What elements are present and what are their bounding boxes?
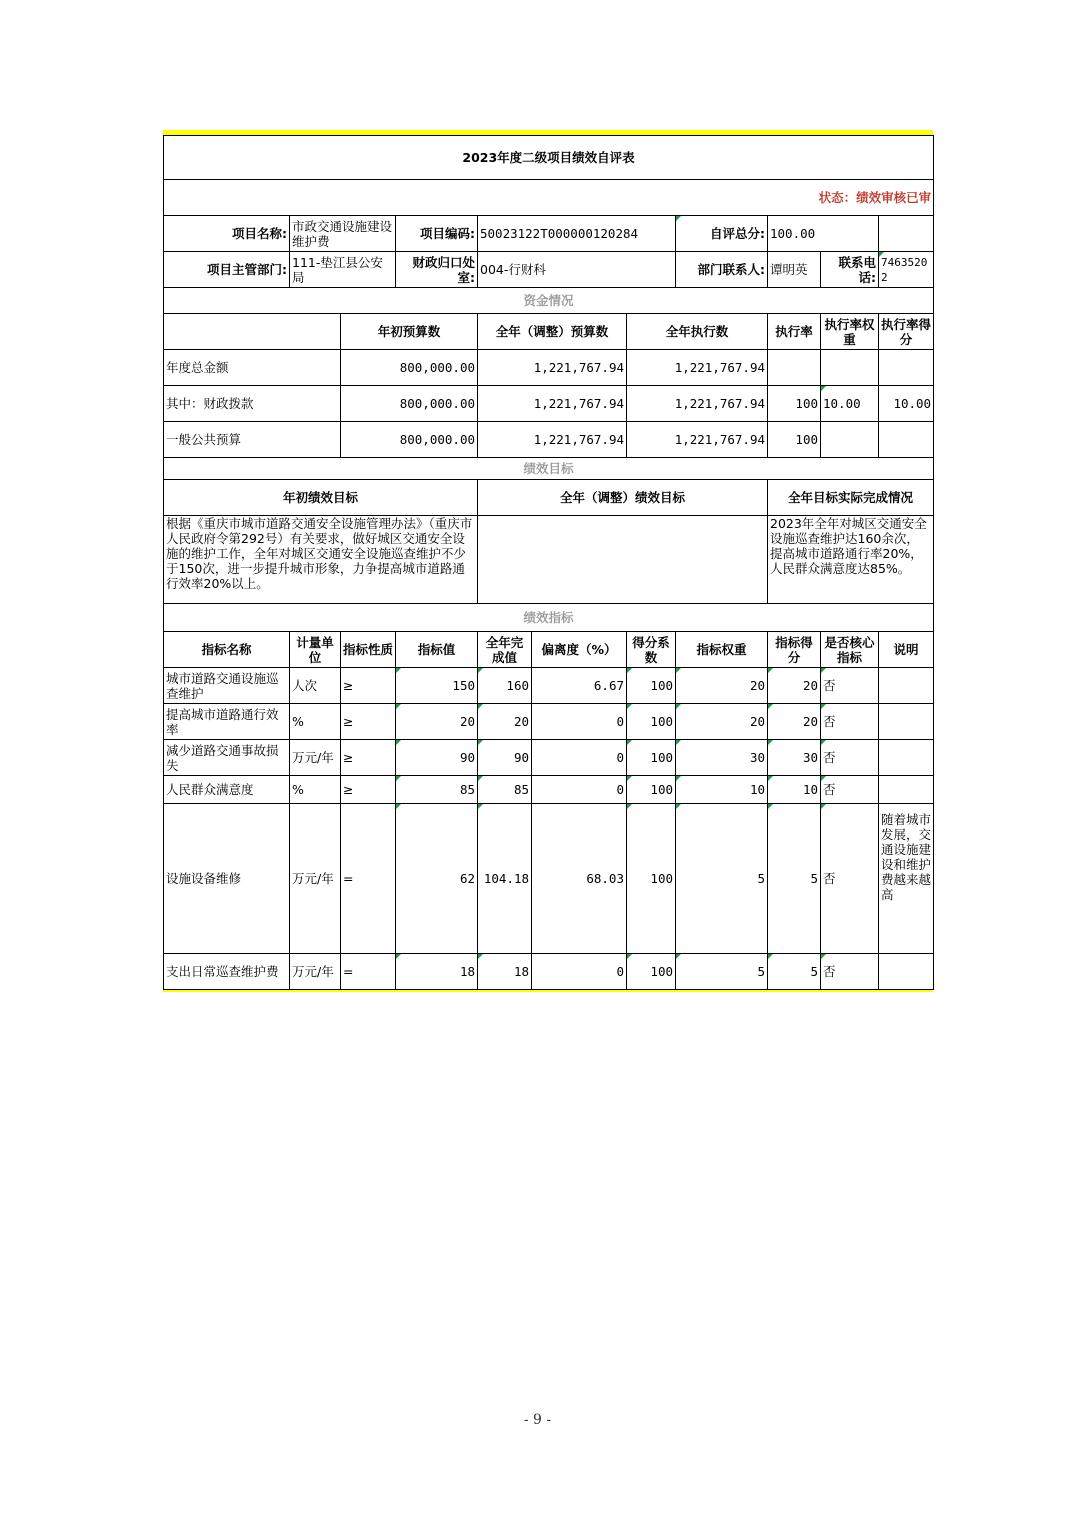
funds-weight [821,422,879,458]
project-code-label: 项目编码: [396,216,478,252]
funds-header-initial: 年初预算数 [341,314,478,350]
ind-deviation: 0 [532,740,627,776]
ind-header-deviation: 偏离度（%） [532,632,627,668]
funds-executed: 1,221,767.94 [627,386,768,422]
ind-score: 5 [768,804,821,954]
ind-name: 减少道路交通事故损失 [164,740,290,776]
ind-core: 否 [821,776,879,804]
ind-unit: % [290,776,341,804]
funds-row [164,350,934,386]
ind-score: 30 [768,740,821,776]
ind-core: 否 [821,704,879,740]
project-name-value: 市政交通设施建设维护费 [290,216,396,252]
ind-deviation: 0 [532,704,627,740]
ind-done: 18 [478,954,532,990]
finance-value: 004-行财科 [478,252,676,288]
funds-score [879,422,934,458]
funds-header-weight: 执行率权重 [821,314,879,350]
evaluation-table [163,135,934,990]
ind-header-note: 说明 [879,632,934,668]
project-code-value: 50023122T000000120284 [478,216,676,252]
table-row [164,954,934,990]
ind-header-weight: 指标权重 [676,632,768,668]
phone-label: 联系电话: [821,252,879,288]
funds-score [879,350,934,386]
goals-initial-text: 根据《重庆市城市道路交通安全设施管理办法》（重庆市人民政府令第292号）有关要求，做好城区交通安全设施的维护工作，全年对城区交通安全设施巡查维护不少于150次，进一步提升城市形象，力争提高城市道路通行效率20%以上。 [164,516,478,604]
ind-core: 否 [821,740,879,776]
funds-header-blank [164,314,341,350]
ind-name: 城市道路交通设施巡查维护 [164,668,290,704]
ind-done: 90 [478,740,532,776]
ind-name: 人民群众满意度 [164,776,290,804]
bottom-yellow-line [163,990,933,992]
funds-adjusted: 1,221,767.94 [478,386,627,422]
ind-note [879,704,934,740]
ind-target: 20 [396,704,478,740]
ind-header-done: 全年完成值 [478,632,532,668]
ind-header-score: 指标得分 [768,632,821,668]
ind-nature: ≥ [341,704,396,740]
goals-section-header: 绩效目标 [164,458,934,480]
ind-done: 85 [478,776,532,804]
goals-header-adjusted: 全年（调整）绩效目标 [478,480,768,516]
funds-adjusted: 1,221,767.94 [478,350,627,386]
ind-weight: 5 [676,804,768,954]
ind-core: 否 [821,668,879,704]
ind-header-unit: 计量单位 [290,632,341,668]
dept-value: 111-垫江县公安局 [290,252,396,288]
ind-unit: % [290,704,341,740]
funds-adjusted: 1,221,767.94 [478,422,627,458]
ind-header-nature: 指标性质 [341,632,396,668]
ind-weight: 30 [676,740,768,776]
ind-deviation: 6.67 [532,668,627,704]
funds-rate [768,350,821,386]
funds-score: 10.00 [879,386,934,422]
funds-executed: 1,221,767.94 [627,422,768,458]
funds-header-executed: 全年执行数 [627,314,768,350]
ind-header-name: 指标名称 [164,632,290,668]
ind-weight: 10 [676,776,768,804]
ind-score: 20 [768,704,821,740]
funds-header-score: 执行率得分 [879,314,934,350]
ind-nature: ≥ [341,740,396,776]
goals-header-actual: 全年目标实际完成情况 [768,480,934,516]
ind-name: 支出日常巡查维护费 [164,954,290,990]
goals-adjusted-text [478,516,768,604]
ind-weight: 20 [676,704,768,740]
ind-header-coef: 得分系数 [627,632,676,668]
table-row [164,668,934,704]
self-score-value: 100.00 [768,216,879,252]
funds-row [164,386,934,422]
project-name-label: 项目名称: [164,216,290,252]
funds-weight [821,350,879,386]
funds-initial: 800,000.00 [341,350,478,386]
ind-target: 85 [396,776,478,804]
funds-initial: 800,000.00 [341,422,478,458]
ind-note [879,776,934,804]
ind-done: 20 [478,704,532,740]
ind-header-core: 是否核心指标 [821,632,879,668]
funds-weight: 10.00 [821,386,879,422]
funds-header-adjusted: 全年（调整）预算数 [478,314,627,350]
goals-header-initial: 年初绩效目标 [164,480,478,516]
goals-actual-text: 2023年全年对城区交通安全设施巡查维护达160余次，提高城市道路通行率20%，人民群众满意度达85%。 [768,516,934,604]
ind-done: 160 [478,668,532,704]
funds-name: 其中：财政拨款 [164,386,341,422]
ind-deviation: 0 [532,954,627,990]
ind-score: 10 [768,776,821,804]
ind-unit: 人次 [290,668,341,704]
ind-coef: 100 [627,804,676,954]
table-row [164,740,934,776]
ind-target: 18 [396,954,478,990]
ind-deviation: 0 [532,776,627,804]
ind-unit: 万元/年 [290,804,341,954]
ind-nature: ≥ [341,668,396,704]
ind-unit: 万元/年 [290,954,341,990]
page-title: 2023年度二级项目绩效自评表 [164,136,934,180]
ind-deviation: 68.03 [532,804,627,954]
funds-header-rate: 执行率 [768,314,821,350]
ind-nature: = [341,954,396,990]
ind-target: 62 [396,804,478,954]
ind-coef: 100 [627,668,676,704]
indicators-section-header: 绩效指标 [164,604,934,632]
ind-core: 否 [821,954,879,990]
ind-note [879,668,934,704]
ind-coef: 100 [627,704,676,740]
dept-label: 项目主管部门: [164,252,290,288]
ind-name: 设施设备维修 [164,804,290,954]
ind-score: 20 [768,668,821,704]
ind-score: 5 [768,954,821,990]
funds-rate: 100 [768,386,821,422]
status-badge: 状态：绩效审核已审 [164,180,934,216]
ind-weight: 5 [676,954,768,990]
ind-unit: 万元/年 [290,740,341,776]
funds-name: 年度总金额 [164,350,341,386]
empty-cell [879,216,934,252]
finance-label: 财政归口处室: [396,252,478,288]
evaluation-sheet [163,130,933,992]
ind-note [879,954,934,990]
ind-weight: 20 [676,668,768,704]
contact-label: 部门联系人: [676,252,768,288]
table-row [164,804,934,954]
funds-section-header: 资金情况 [164,288,934,314]
ind-nature: ≥ [341,776,396,804]
ind-note [879,740,934,776]
ind-target: 90 [396,740,478,776]
phone-value: 74635202 [879,252,934,288]
ind-core: 否 [821,804,879,954]
ind-name: 提高城市道路通行效率 [164,704,290,740]
ind-coef: 100 [627,954,676,990]
page-number: - 9 - [523,1412,552,1428]
funds-row [164,422,934,458]
ind-nature: = [341,804,396,954]
self-score-label: 自评总分: [676,216,768,252]
ind-coef: 100 [627,776,676,804]
table-row [164,704,934,740]
ind-done: 104.18 [478,804,532,954]
ind-coef: 100 [627,740,676,776]
ind-note: 随着城市发展，交通设施建设和维护费越来越高 [879,804,934,954]
funds-initial: 800,000.00 [341,386,478,422]
funds-name: 一般公共预算 [164,422,341,458]
funds-rate: 100 [768,422,821,458]
funds-executed: 1,221,767.94 [627,350,768,386]
ind-header-target: 指标值 [396,632,478,668]
contact-value: 谭明英 [768,252,821,288]
table-row [164,776,934,804]
ind-target: 150 [396,668,478,704]
